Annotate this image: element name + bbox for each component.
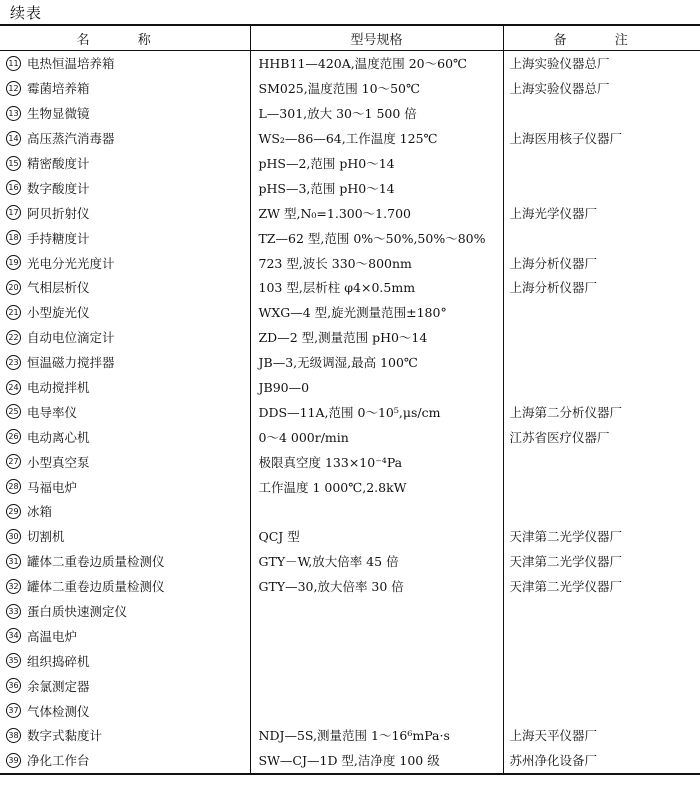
- table-row: [0, 474, 700, 499]
- item-name: 马福电炉: [27, 479, 78, 495]
- item-number-badge: 31: [6, 554, 21, 569]
- item-number-badge: 20: [6, 280, 21, 295]
- cell-note: 江苏省医疗仪器厂: [509, 429, 610, 445]
- item-name: 切割机: [27, 529, 65, 545]
- cell-name: [0, 599, 250, 624]
- table-row: [0, 524, 700, 549]
- item-number-badge: 27: [6, 454, 21, 469]
- item-number-badge: 15: [6, 156, 21, 171]
- item-number-badge: 28: [6, 479, 21, 494]
- cell-note: 上海分析仪器厂: [509, 280, 598, 296]
- item-name: 数字酸度计: [27, 180, 90, 196]
- item-name: 组织捣碎机: [27, 653, 90, 669]
- cell-spec: NDJ—5S,测量范围 1～16⁶mPa·s: [250, 723, 503, 748]
- item-number-badge: 29: [6, 504, 21, 519]
- table-row: [0, 51, 700, 76]
- cell-name: [0, 51, 250, 76]
- item-number-badge: 11: [6, 56, 21, 71]
- item-name: 自动电位滴定计: [27, 330, 115, 346]
- cell-spec: DDS—11A,范围 0～10⁵,μs/cm: [250, 399, 503, 424]
- cell-spec: ZD—2 型,测量范围 pH0～14: [250, 325, 503, 350]
- cell-name: [0, 250, 250, 275]
- cell-spec: HHB11—420A,温度范围 20～60℃: [250, 51, 503, 76]
- table-row: [0, 499, 700, 524]
- item-name: 生物显微镜: [27, 106, 90, 122]
- table-row: [0, 76, 700, 101]
- item-number-badge: 14: [6, 131, 21, 146]
- table-row: [0, 175, 700, 200]
- cell-spec: GTY－W,放大倍率 45 倍: [250, 549, 503, 574]
- table-row: [0, 549, 700, 574]
- cell-spec: WXG—4 型,旋光测量范围±180°: [250, 300, 503, 325]
- item-name: 数字式黏度计: [27, 728, 103, 744]
- table-row: [0, 424, 700, 449]
- item-number-badge: 18: [6, 230, 21, 245]
- item-number-badge: 34: [6, 628, 21, 643]
- item-name: 电热恒温培养箱: [27, 56, 115, 72]
- table-row: [0, 126, 700, 151]
- cell-name: [0, 399, 250, 424]
- item-name: 电动搅拌机: [27, 380, 90, 396]
- item-name: 蛋白质快速测定仪: [27, 604, 128, 620]
- cell-note: [503, 350, 700, 375]
- item-name: 小型旋光仪: [27, 305, 90, 321]
- cell-spec: 极限真空度 133×10⁻⁴Pa: [250, 449, 503, 474]
- cell-spec: [250, 599, 503, 624]
- item-name: 手持糖度计: [27, 230, 90, 246]
- cell-spec: JB90—0: [250, 375, 503, 400]
- cell-name: [0, 574, 250, 599]
- item-number-badge: 38: [6, 728, 21, 743]
- item-number-badge: 22: [6, 330, 21, 345]
- cell-note: [503, 175, 700, 200]
- item-name: 阿贝折射仪: [27, 205, 90, 221]
- item-name: 高压蒸汽消毒器: [27, 131, 115, 147]
- cell-spec: [250, 648, 503, 673]
- cell-note: [503, 375, 700, 400]
- item-number-badge: 13: [6, 106, 21, 121]
- cell-name: [0, 499, 250, 524]
- cell-spec: L—301,放大 30～1 500 倍: [250, 101, 503, 126]
- cell-name: [0, 524, 250, 549]
- table-row: [0, 375, 700, 400]
- item-name: 光电分光光度计: [27, 255, 115, 271]
- item-number-badge: 32: [6, 579, 21, 594]
- cell-name: [0, 474, 250, 499]
- cell-name: [0, 698, 250, 723]
- cell-name: [0, 76, 250, 101]
- cell-name: [0, 175, 250, 200]
- cell-name: [0, 673, 250, 698]
- cell-spec: 工作温度 1 000℃,2.8kW: [250, 474, 503, 499]
- header-spec: 型号规格: [250, 25, 503, 51]
- cell-note: 上海医用核子仪器厂: [509, 131, 623, 147]
- item-name: 电动离心机: [27, 429, 90, 445]
- item-number-badge: 19: [6, 255, 21, 270]
- item-name: 霉菌培养箱: [27, 81, 90, 97]
- item-number-badge: 37: [6, 703, 21, 718]
- cell-spec: [250, 673, 503, 698]
- cell-spec: WS₂—86—64,工作温度 125℃: [250, 126, 503, 151]
- cell-spec: pHS—3,范围 pH0～14: [250, 175, 503, 200]
- cell-spec: ZW 型,N₀=1.300～1.700: [250, 200, 503, 225]
- table-row: [0, 673, 700, 698]
- cell-name: [0, 200, 250, 225]
- table-row: [0, 151, 700, 176]
- table-row: [0, 225, 700, 250]
- cell-note: [503, 325, 700, 350]
- item-number-badge: 35: [6, 653, 21, 668]
- item-name: 罐体二重卷边质量检测仪: [27, 579, 165, 595]
- cell-spec: TZ—62 型,范围 0%～50%,50%～80%: [250, 225, 503, 250]
- table-body: [0, 51, 700, 774]
- item-number-badge: 17: [6, 205, 21, 220]
- table-row: [0, 599, 700, 624]
- cell-note: 上海实验仪器总厂: [509, 81, 610, 97]
- cell-note: [503, 151, 700, 176]
- table-header-row: [0, 25, 700, 51]
- table-row: [0, 449, 700, 474]
- cell-spec: SW—CJ—1D 型,洁净度 100 级: [250, 748, 503, 774]
- cell-name: [0, 623, 250, 648]
- cell-spec: GTY—30,放大倍率 30 倍: [250, 574, 503, 599]
- item-number-badge: 36: [6, 678, 21, 693]
- cell-note: 上海天平仪器厂: [509, 728, 598, 744]
- cell-note: [503, 698, 700, 723]
- cell-spec: 103 型,层析柱 φ4×0.5mm: [250, 275, 503, 300]
- cell-name: [0, 375, 250, 400]
- item-name: 冰箱: [27, 504, 53, 520]
- cell-note: [503, 474, 700, 499]
- item-number-badge: 25: [6, 404, 21, 419]
- cell-name: [0, 350, 250, 375]
- cell-note: [503, 623, 700, 648]
- table-row: [0, 574, 700, 599]
- cell-name: [0, 648, 250, 673]
- cell-spec: [250, 499, 503, 524]
- item-number-badge: 39: [6, 753, 21, 768]
- cell-note: 天津第二光学仪器厂: [509, 554, 623, 570]
- header-note: 备 注: [503, 25, 700, 51]
- table-row: [0, 250, 700, 275]
- table-row: [0, 325, 700, 350]
- table-row: [0, 723, 700, 748]
- item-name: 气相层析仪: [27, 280, 90, 296]
- item-number-badge: 33: [6, 604, 21, 619]
- item-name: 气体检测仪: [27, 703, 90, 719]
- cell-note: [503, 599, 700, 624]
- table-row: [0, 623, 700, 648]
- cell-name: [0, 325, 250, 350]
- table-row: [0, 399, 700, 424]
- cell-note: 上海分析仪器厂: [509, 255, 598, 271]
- cell-name: [0, 151, 250, 176]
- table-row: [0, 698, 700, 723]
- cell-note: 上海光学仪器厂: [509, 205, 598, 221]
- cell-note: [503, 101, 700, 126]
- item-name: 恒温磁力搅拌器: [27, 355, 115, 371]
- item-number-badge: 23: [6, 355, 21, 370]
- cell-name: [0, 300, 250, 325]
- table-row: [0, 200, 700, 225]
- item-name: 电导率仪: [27, 404, 78, 420]
- cell-note: [503, 648, 700, 673]
- cell-name: [0, 225, 250, 250]
- table-row: [0, 300, 700, 325]
- cell-note: 天津第二光学仪器厂: [509, 529, 623, 545]
- table-row: [0, 748, 700, 774]
- item-name: 罐体二重卷边质量检测仪: [27, 554, 165, 570]
- cell-name: [0, 101, 250, 126]
- cell-name: [0, 748, 250, 774]
- item-name: 余氯测定器: [27, 678, 90, 694]
- cell-spec: 0～4 000r/min: [250, 424, 503, 449]
- cell-name: [0, 723, 250, 748]
- cell-note: [503, 449, 700, 474]
- cell-spec: [250, 623, 503, 648]
- item-number-badge: 16: [6, 180, 21, 195]
- header-name: 名 称: [0, 25, 250, 51]
- cell-spec: SM025,温度范围 10～50℃: [250, 76, 503, 101]
- table-caption: 续表: [10, 4, 43, 22]
- cell-note: [503, 673, 700, 698]
- cell-note: [503, 225, 700, 250]
- item-number-badge: 26: [6, 429, 21, 444]
- cell-spec: QCJ 型: [250, 524, 503, 549]
- equipment-table: [0, 24, 700, 775]
- table-row: [0, 101, 700, 126]
- cell-name: [0, 275, 250, 300]
- cell-note: 上海实验仪器总厂: [509, 56, 610, 72]
- cell-spec: [250, 698, 503, 723]
- item-name: 小型真空泵: [27, 454, 90, 470]
- cell-spec: 723 型,波长 330～800nm: [250, 250, 503, 275]
- item-number-badge: 21: [6, 305, 21, 320]
- cell-spec: JB—3,无级调湿,最高 100℃: [250, 350, 503, 375]
- cell-name: [0, 126, 250, 151]
- table-row: [0, 350, 700, 375]
- cell-note: [503, 499, 700, 524]
- cell-name: [0, 449, 250, 474]
- item-number-badge: 24: [6, 380, 21, 395]
- cell-name: [0, 424, 250, 449]
- cell-note: 上海第二分析仪器厂: [509, 404, 623, 420]
- item-number-badge: 12: [6, 81, 21, 96]
- item-name: 净化工作台: [27, 753, 90, 769]
- cell-note: 苏州净化设备厂: [503, 748, 700, 774]
- cell-note: [503, 300, 700, 325]
- table-row: [0, 275, 700, 300]
- cell-note: 天津第二光学仪器厂: [509, 579, 623, 595]
- item-number-badge: 30: [6, 529, 21, 544]
- table-row: [0, 648, 700, 673]
- cell-name: [0, 549, 250, 574]
- cell-spec: pHS—2,范围 pH0～14: [250, 151, 503, 176]
- item-name: 精密酸度计: [27, 156, 90, 171]
- item-name: 高温电炉: [27, 628, 78, 644]
